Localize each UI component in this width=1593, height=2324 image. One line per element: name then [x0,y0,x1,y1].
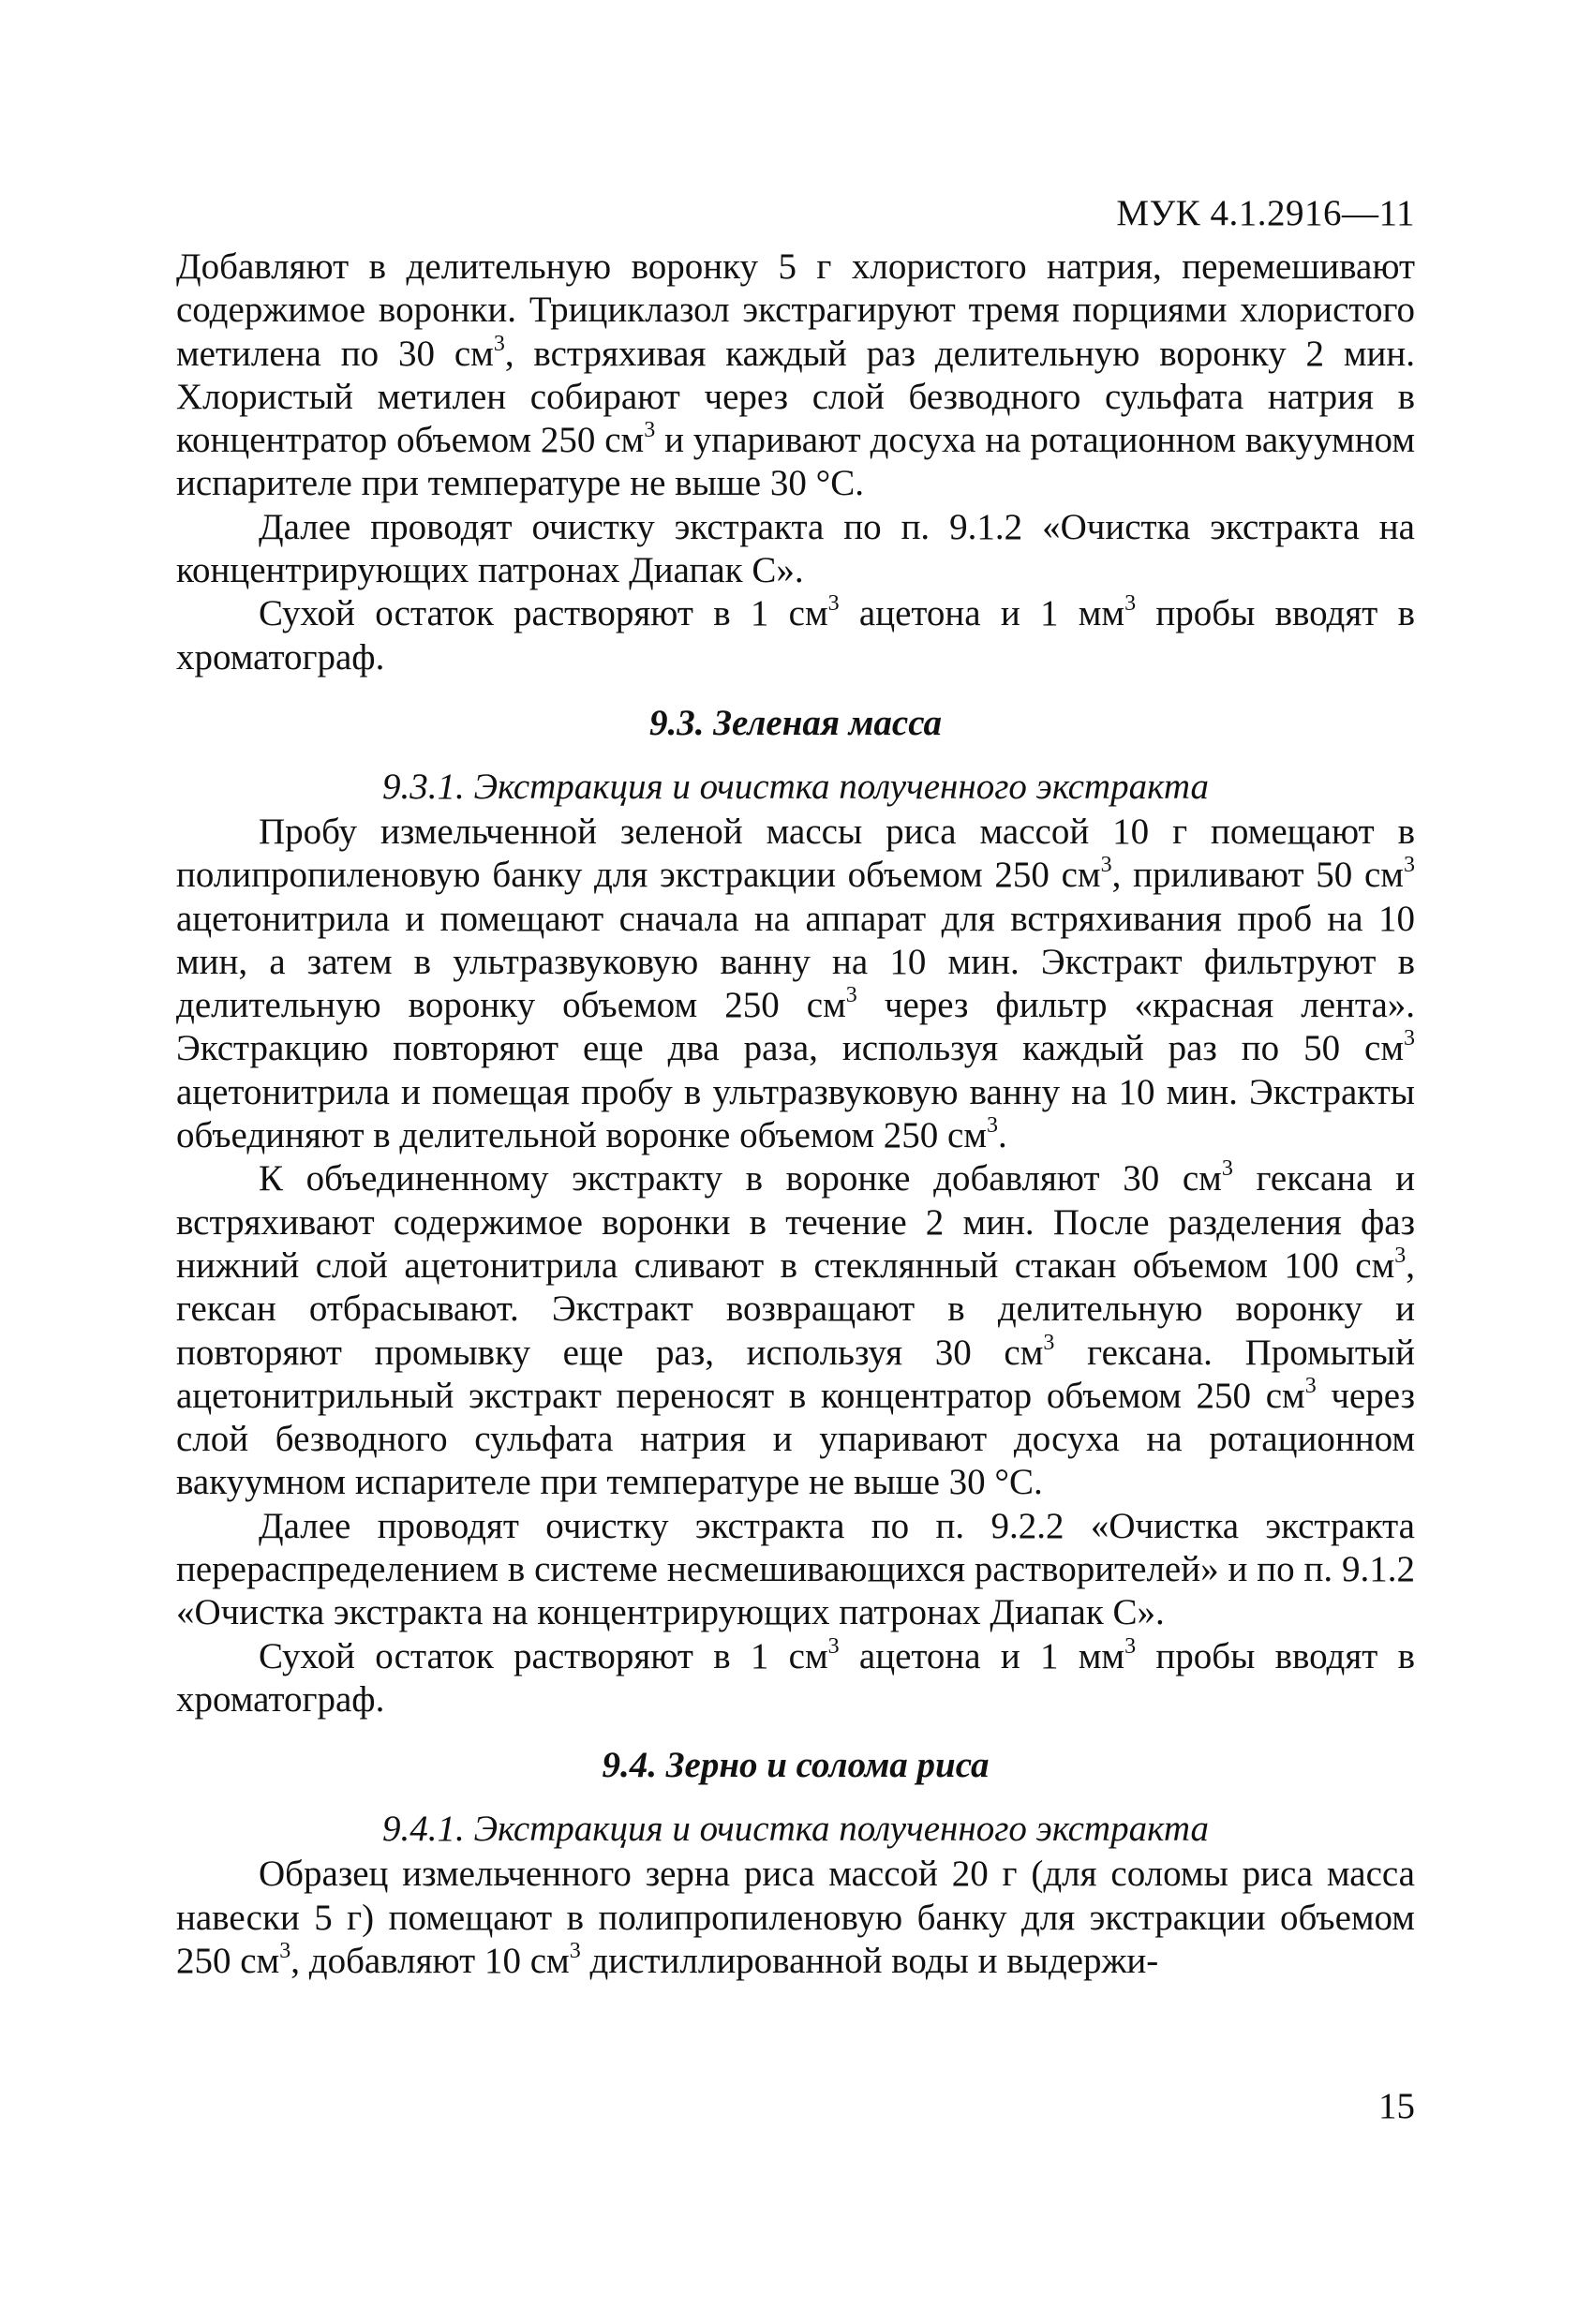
subsection-heading: 9.4.1. Экстракция и очистка полученного экстракта [382,1809,1209,1850]
superscript: 3 [1304,1373,1317,1398]
text-run: пробы вводят в хроматограф. [176,1635,1416,1720]
text-run: . [998,1115,1007,1156]
superscript: 3 [1221,1156,1233,1182]
text-run: , встряхивая каждый раз делительную воронку 2 мин. Хлористый метилен собирают через слой безводного сульфата натрия в концентратор объемом 250 см [176,333,1416,461]
superscript: 3 [1100,853,1112,878]
text-run: Сухой остаток растворяют в 1 см [259,593,828,634]
text-run: Далее проводят очистку экстракта по п. 9.1.2 «Очистка экстракта на концентрирующих патронах Диапак С». [176,506,1415,591]
text-run: , гексан отбрасывают. Экстракт возвращают в делительную воронку и повторяют промывку еще раз, используя 30 см [176,1244,1415,1373]
text-run: ацетона и 1 мм [839,593,1125,634]
text-run: гексана. Промытый ацетонитрильный экстракт переносят в концентратор объемом 250 см [176,1332,1415,1416]
section-heading: 9.4. Зерно и солома риса [602,1745,990,1786]
superscript: 3 [1043,1330,1055,1355]
paragraph [176,1853,1415,1983]
text-run: К объединенному экстракту в воронке добавляют 30 см [259,1158,1222,1199]
text-run: , добавляют 10 см [290,1940,570,1981]
text-run: через слой безводного сульфата натрия и упаривают досуха на ротационном вакуумном испарителе при температуре не выше 30 °С. [176,1375,1415,1503]
superscript: 3 [279,1938,291,1963]
document-body [176,246,1415,1983]
superscript: 3 [1124,591,1137,617]
text-run: ацетонитрила и помещают сначала на аппарат для встряхивания проб на 10 мин, а затем в ультразвуковую ванну на 10 мин. Экстракт фильтруют в делительную воронку объемом 250 см [176,898,1415,1026]
paragraph [176,592,1415,679]
text-run: Сухой остаток растворяют в 1 см [259,1635,828,1676]
superscript: 3 [845,983,857,1008]
section-heading: 9.3. Зеленая масса [648,702,943,743]
superscript: 3 [569,1938,581,1963]
text-run: и упаривают досуха на ротационном вакуумном испарителе при температуре не выше 30 °С. [176,420,1415,504]
paragraph [176,246,1415,506]
document-code: МУК 4.1.2916—11 [1116,193,1415,233]
text-run: ацетона и 1 мм [839,1635,1125,1676]
text-run: Далее проводят очистку экстракта по п. 9.2.2 «Очистка экстракта перераспределением в системе несмешивающихся растворителей» и по п. 9.1.2 «Очистка экстракта на концентрирующих патронах Диапак С». [176,1505,1415,1633]
paragraph [176,506,1415,593]
superscript: 3 [827,1633,840,1659]
text-run: пробы вводят в хроматограф. [176,593,1416,678]
superscript: 3 [493,331,505,356]
superscript: 3 [987,1113,999,1139]
superscript: 3 [1124,1633,1137,1659]
text-run: через фильтр «красная лента». Экстракцию повторяют еще два раза, используя каждый раз по 50 см [176,985,1416,1069]
text-run: Образец измельченного зерна риса массой 20 г (для соломы риса масса навески 5 г) помещают в полипропиленовую банку для экстракции объемом 250 см [176,1854,1415,1981]
text-run: гексана и встряхивают содержимое воронки в течение 2 мин. После разделения фаз нижний слой ацетонитрила сливают в стеклянный стакан объемом 100 см [176,1158,1415,1286]
subsection-heading: 9.3.1. Экстракция и очистка полученного экстракта [382,766,1209,807]
paragraph [176,1635,1415,1722]
text-run: дистиллированной воды и выдержи- [580,1940,1159,1981]
superscript: 3 [1404,1026,1415,1051]
text-run: Пробу измельченной зеленой массы риса массой 10 г помещают в полипропиленовую банку для экстракции объемом 250 см [176,811,1415,896]
superscript: 3 [1403,853,1415,878]
paragraph [176,1505,1415,1635]
superscript: 3 [644,418,656,443]
superscript: 3 [1394,1243,1407,1268]
superscript: 3 [827,591,840,617]
paragraph [176,1157,1415,1504]
text-run: ацетонитрила и помещая пробу в ультразвуковую ванну на 10 мин. Экстракты объединяют в делительной воронке объемом 250 см [176,1071,1415,1156]
page-number: 15 [1378,2086,1415,2126]
text-run: , приливают 50 см [1111,855,1404,896]
paragraph [176,811,1415,1157]
text-run: Добавляют в делительную воронку 5 г хлористого натрия, перемешивают содержимое воронки. Трициклазол экстрагируют тремя порциями хлористого метилена по 30 см [176,246,1415,374]
